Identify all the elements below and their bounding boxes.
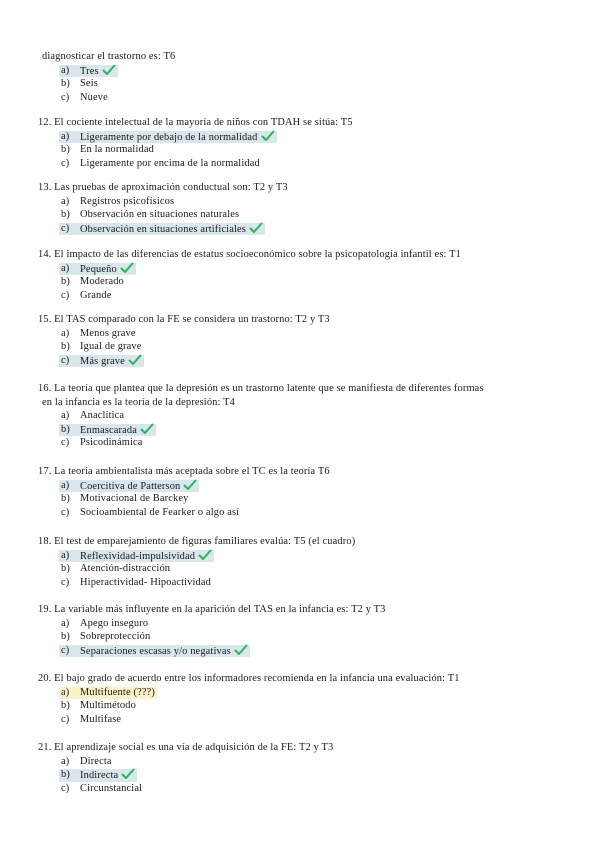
- question-stem: 12. El cociente intelectual de la mayoría de niños con TDAH se sitúa: T5: [38, 117, 353, 128]
- question-15: [38, 313, 568, 368]
- question-stem: diagnosticar el trastorno es: T6: [42, 51, 176, 62]
- option-c: c) Ligeramente por encima de la normalidad: [61, 157, 260, 169]
- option-list: [38, 617, 568, 658]
- question-stem: 14. El impacto de las diferencias de estatus socioeconómico sobre la psicopatología infantil es: T1: [38, 249, 461, 260]
- option-list: [38, 686, 568, 727]
- question-21: [38, 741, 568, 796]
- option-b: b) Seis: [61, 78, 98, 90]
- check-icon: [121, 768, 135, 780]
- option-b: b) Moderado: [61, 276, 124, 288]
- option-a: a) Pequeño: [38, 262, 568, 276]
- question-stem: 19. La variable más influyente en la aparición del TAS en la infancia es: T2 y T3: [38, 604, 386, 615]
- option-c: c) Socioambiental de Fearker o algo así: [61, 506, 240, 518]
- option-a: a) Apego inseguro: [61, 617, 149, 629]
- check-icon: [234, 644, 248, 656]
- option-list: [38, 195, 568, 236]
- option-c: c) Grande: [61, 289, 112, 301]
- question-12: [38, 116, 568, 171]
- option-c: c) Nueve: [61, 91, 108, 103]
- option-c: c) Multifase: [61, 713, 122, 725]
- question-stem: 17. La teoría ambientalista más aceptada sobre el TC es la teoría T6: [38, 466, 330, 477]
- question-stem: 16. La teoría que plantea que la depresión es un trastorno latente que se manifiesta de diferentes formas: [38, 383, 484, 394]
- option-a: a) Registros psicofísicos: [61, 195, 175, 207]
- question-13: [38, 181, 568, 236]
- check-icon: [183, 479, 197, 491]
- option-a: a) Tres: [38, 64, 568, 78]
- check-icon: [198, 549, 212, 561]
- question-stem: 21. El aprendizaje social es una vía de adquisición de la FE: T2 y T3: [38, 742, 334, 753]
- question-18: [38, 535, 568, 590]
- option-c: c) Psicodinámica: [61, 437, 143, 449]
- question-17: [38, 465, 568, 520]
- option-b: b) Indirecta: [38, 768, 568, 782]
- option-a: a) Menos grave: [61, 327, 136, 339]
- question-16: [38, 382, 568, 450]
- option-a: a) Multifuente (???): [38, 686, 568, 700]
- check-icon: [128, 354, 142, 366]
- option-a: a) Reflexividad-impulsividad: [38, 549, 568, 563]
- option-b: b) Igual de grave: [61, 341, 142, 353]
- option-a: a) Coercitiva de Patterson: [38, 479, 568, 493]
- question-stem: 18. El test de emparejamiento de figuras familiares evalúa: T5 (el cuadro): [38, 536, 356, 547]
- option-list: [38, 479, 568, 520]
- option-list: [38, 755, 568, 796]
- option-a: a) Directa: [61, 755, 112, 767]
- question-11-tail: [38, 50, 568, 105]
- option-b: b) Motivacional de Barckey: [61, 493, 189, 505]
- check-icon: [102, 64, 116, 76]
- option-b: b) Enmascarada: [38, 423, 568, 437]
- option-a: a) Anaclítica: [61, 410, 125, 421]
- option-c: c) Más grave: [38, 354, 568, 368]
- check-icon: [120, 262, 134, 274]
- question-stem: 15. El TAS comparado con la FE se considera un trastorno: T2 y T3: [38, 314, 330, 325]
- option-c: c) Hiperactividad- Hipoactividad: [61, 576, 212, 588]
- question-14: [38, 248, 568, 303]
- check-icon: [261, 130, 275, 142]
- option-b: b) Sobreprotección: [61, 631, 151, 643]
- question-stem: 20. El bajo grado de acuerdo entre los informadores recomienda en la infancia una evaluación: T1: [38, 673, 460, 684]
- option-list: [38, 409, 568, 450]
- option-c: c) Observación en situaciones artificiales: [38, 222, 568, 236]
- option-list: [38, 327, 568, 368]
- option-a: a) Ligeramente por debajo de la normalidad: [38, 130, 568, 144]
- option-c: c) Separaciones escasas y/o negativas: [38, 644, 568, 658]
- option-b: b) Observación en situaciones naturales: [61, 209, 240, 221]
- option-list: [38, 130, 568, 171]
- check-icon: [249, 222, 263, 234]
- option-list: [38, 549, 568, 590]
- question-stem-continued: en la infancia es la teoría de la depresión: T4: [42, 396, 235, 408]
- option-list: [38, 262, 568, 303]
- option-b: b) Atención-distracción: [61, 563, 171, 575]
- question-20: [38, 672, 568, 727]
- check-icon: [140, 423, 154, 435]
- question-19: [38, 603, 568, 658]
- option-list: [38, 64, 568, 105]
- option-c: c) Circunstancial: [61, 782, 143, 794]
- option-b: b) Multimétodo: [61, 700, 136, 712]
- option-b: b) En la normalidad: [61, 144, 154, 156]
- question-stem: 13. Las pruebas de aproximación conductual son: T2 y T3: [38, 182, 288, 193]
